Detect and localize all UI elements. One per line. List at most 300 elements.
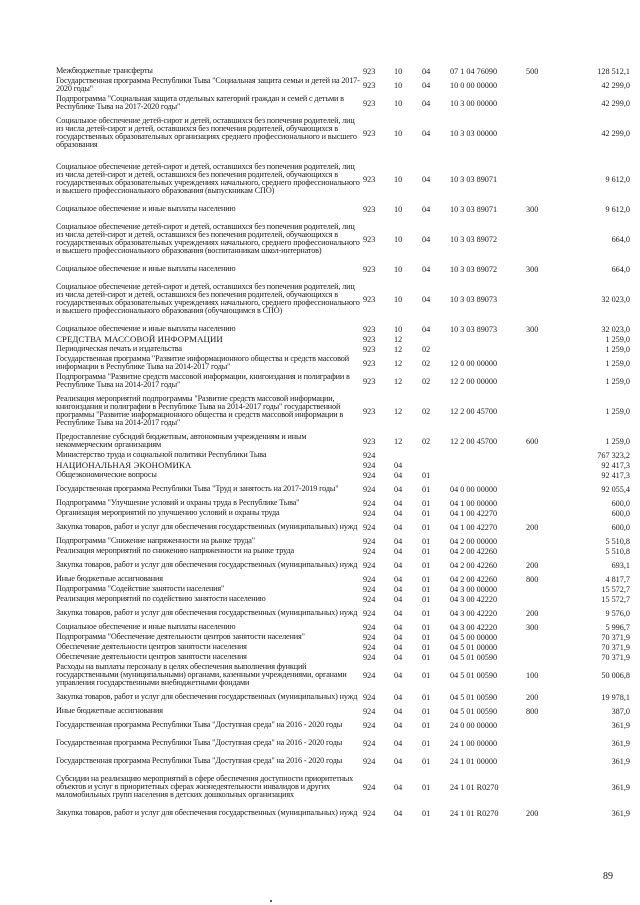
grbs-code: 923	[363, 344, 376, 354]
target-item-code: 04 1 00 00000	[450, 498, 498, 508]
section-code: 04	[394, 782, 403, 792]
grbs-code: 924	[363, 670, 376, 680]
row-name: Государственная программа Республики Тыва "Доступная среда" на 2016 - 2020 годы	[56, 737, 343, 747]
row-name: Субсидии на реализацию мероприятий в сфере обеспечения доступности приоритетных объектов и услуг в приоритетных сферах жизнедеятельности инвалидов и других маломобильных групп населения в детских дошкольных организациях	[56, 773, 354, 800]
target-item-code: 04 5 01 00590	[450, 652, 498, 662]
target-item-code: 04 2 00 42260	[450, 560, 498, 570]
amount: 693,1	[611, 560, 630, 570]
grbs-code: 924	[363, 782, 376, 792]
target-item-code: 24 1 00 00000	[450, 738, 498, 748]
row-name: Подпрограмма "Снижение напряженности на рынке труда"	[56, 535, 255, 545]
section-code: 04	[394, 756, 403, 766]
grbs-code: 923	[363, 98, 376, 108]
grbs-code: 924	[363, 508, 376, 518]
amount: 664,0	[611, 264, 630, 274]
subsection-code: 02	[422, 358, 431, 368]
grbs-code: 924	[363, 756, 376, 766]
target-item-code: 04 3 00 42220	[450, 622, 498, 632]
row-name: Межбюджетные трансферты	[56, 65, 153, 75]
row-name: Реализация мероприятий по снижению напряженности на рынке труда	[56, 545, 294, 555]
table-row	[56, 584, 630, 594]
table-row	[56, 594, 630, 604]
budget-table	[56, 66, 630, 822]
table-row	[56, 556, 630, 574]
row-name: Подпрограмма "Улучшение условий и охраны труда в Республике Тыва"	[56, 497, 300, 507]
subsection-code: 01	[422, 470, 431, 480]
grbs-code: 924	[363, 808, 376, 818]
grbs-code: 923	[363, 66, 376, 76]
section-code: 10	[394, 80, 403, 90]
target-item-code: 12 2 00 45700	[450, 406, 498, 416]
row-name: Обеспечение деятельности центров занятости населения	[56, 651, 247, 661]
subsection-code: 04	[422, 294, 431, 304]
subsection-code: 01	[422, 546, 431, 556]
target-item-code: 04 3 00 42220	[450, 608, 498, 618]
subsection-code: 01	[422, 756, 431, 766]
expense-type-code: 300	[526, 622, 539, 632]
amount: 600,0	[611, 498, 630, 508]
grbs-code: 923	[363, 128, 376, 138]
subsection-code: 04	[422, 128, 431, 138]
section-code: 04	[394, 508, 403, 518]
target-item-code: 24 1 01 R0270	[450, 782, 499, 792]
row-name: Закупка товаров, работ и услуг для обеспечения государственных (муниципальных) нужд	[56, 607, 358, 617]
section-code: 04	[394, 560, 403, 570]
expense-type-code: 200	[526, 560, 539, 570]
target-item-code: 04 1 00 42270	[450, 508, 498, 518]
row-name: Подпрограмма "Развитие средств массовой информации, книгоиздания и полиграфии в Республике Тыва на 2014-2017 годы"	[56, 371, 350, 389]
section-code: 04	[394, 574, 403, 584]
amount: 50 006,8	[601, 670, 630, 680]
row-name: Реализация мероприятий по содействию занятости населению	[56, 593, 266, 603]
section-code: 04	[394, 632, 403, 642]
section-code: 04	[394, 536, 403, 546]
row-name: Социальное обеспечение детей-сирот и детей, оставшихся без попечения родителей, лиц из числа детей-сирот и детей, оставшихся без попечения родителей, обучающихся в государственных образовательных организациях среднего профессионального и высшего образования	[56, 115, 357, 150]
table-row	[56, 66, 630, 76]
subsection-code: 04	[422, 80, 431, 90]
expense-type-code: 500	[526, 66, 539, 76]
target-item-code: 10 0 00 00000	[450, 80, 498, 90]
subsection-code: 02	[422, 406, 431, 416]
row-name: Социальное обеспечение детей-сирот и детей, оставшихся без попечения родителей, лиц из числа детей-сирот и детей, оставшихся без попечения родителей, обучающихся в государственных образовательных учреждениях начального, среднего профессионального и высшего профессионального образования (воспитанникам школ-интернатов)	[56, 221, 360, 256]
section-code: 10	[394, 66, 403, 76]
page-number: 89	[603, 871, 613, 882]
amount: 600,0	[611, 522, 630, 532]
row-name: НАЦИОНАЛЬНАЯ ЭКОНОМИКА	[56, 459, 192, 470]
grbs-code: 923	[363, 436, 376, 446]
row-name: Социальное обеспечение и иные выплаты населению	[56, 621, 236, 631]
target-item-code: 10 3 03 89072	[450, 234, 498, 244]
expense-type-code: 200	[526, 808, 539, 818]
amount: 5 510,8	[605, 546, 630, 556]
amount: 664,0	[611, 234, 630, 244]
amount: 70 371,9	[601, 642, 630, 652]
table-row	[56, 76, 630, 94]
expense-type-code: 300	[526, 264, 539, 274]
section-code: 12	[394, 334, 403, 344]
row-name: Социальное обеспечение и иные выплаты населению	[56, 323, 236, 333]
target-item-code: 04 5 00 00000	[450, 632, 498, 642]
subsection-code: 01	[422, 670, 431, 680]
amount: 9 612,0	[605, 174, 630, 184]
amount: 92 417,3	[601, 470, 630, 480]
section-code: 10	[394, 294, 403, 304]
target-item-code: 10 3 00 00000	[450, 98, 498, 108]
target-item-code: 04 5 01 00590	[450, 692, 498, 702]
table-row	[56, 770, 630, 804]
amount: 361,9	[611, 782, 630, 792]
subsection-code: 04	[422, 234, 431, 244]
table-row	[56, 662, 630, 688]
section-code: 10	[394, 234, 403, 244]
target-item-code: 10 3 03 89071	[450, 174, 498, 184]
target-item-code: 04 2 00 42260	[450, 574, 498, 584]
amount: 1 259,0	[605, 358, 630, 368]
subsection-code: 01	[422, 508, 431, 518]
target-item-code: 04 2 00 42260	[450, 546, 498, 556]
target-item-code: 10 3 03 89073	[450, 324, 498, 334]
grbs-code: 923	[363, 294, 376, 304]
section-code: 12	[394, 358, 403, 368]
target-item-code: 04 3 00 42220	[450, 594, 498, 604]
subsection-code: 04	[422, 174, 431, 184]
amount: 92 055,4	[601, 484, 630, 494]
subsection-code: 01	[422, 522, 431, 532]
table-row	[56, 518, 630, 536]
section-code: 04	[394, 670, 403, 680]
section-code: 10	[394, 98, 403, 108]
grbs-code: 924	[363, 594, 376, 604]
grbs-code: 924	[363, 522, 376, 532]
grbs-code: 924	[363, 574, 376, 584]
row-name: Предоставление субсидий бюджетным, автономным учреждениям и иным некоммерческим организациям	[56, 431, 307, 449]
grbs-code: 924	[363, 546, 376, 556]
amount: 1 259,0	[605, 436, 630, 446]
row-name: Подпрограмма "Обеспечение деятельности центров занятости населения"	[56, 631, 305, 641]
section-code: 04	[394, 738, 403, 748]
target-item-code: 10 3 03 89071	[450, 204, 498, 214]
target-item-code: 04 2 00 00000	[450, 536, 498, 546]
section-code: 10	[394, 204, 403, 214]
table-row	[56, 632, 630, 642]
table-row	[56, 734, 630, 752]
grbs-code: 924	[363, 536, 376, 546]
subsection-code: 01	[422, 720, 431, 730]
amount: 387,0	[611, 706, 630, 716]
table-row	[56, 752, 630, 770]
grbs-code: 923	[363, 334, 376, 344]
row-name: Социальное обеспечение и иные выплаты населению	[56, 263, 236, 273]
row-name: Общеэкономические вопросы	[56, 469, 157, 479]
subsection-code: 01	[422, 608, 431, 618]
subsection-code: 01	[422, 706, 431, 716]
row-name: СРЕДСТВА МАССОВОЙ ИНФОРМАЦИИ	[56, 333, 223, 344]
subsection-code: 01	[422, 594, 431, 604]
subsection-code: 04	[422, 264, 431, 274]
expense-type-code: 300	[526, 324, 539, 334]
subsection-code: 01	[422, 652, 431, 662]
grbs-code: 923	[363, 358, 376, 368]
subsection-code: 01	[422, 584, 431, 594]
subsection-code: 04	[422, 98, 431, 108]
amount: 70 371,9	[601, 632, 630, 642]
section-code: 04	[394, 720, 403, 730]
amount: 9 612,0	[605, 204, 630, 214]
row-name: Иные бюджетные ассигнования	[56, 573, 163, 583]
subsection-code: 01	[422, 808, 431, 818]
row-name: Организация мероприятий по улучшению условий и охраны труда	[56, 507, 280, 517]
section-code: 12	[394, 406, 403, 416]
subsection-code: 02	[422, 436, 431, 446]
amount: 4 817,7	[605, 574, 630, 584]
amount: 767 323,2	[597, 450, 630, 460]
amount: 70 371,9	[601, 652, 630, 662]
table-row	[56, 432, 630, 450]
grbs-code: 924	[363, 608, 376, 618]
scan-speck	[270, 900, 272, 902]
grbs-code: 924	[363, 498, 376, 508]
section-code: 04	[394, 460, 403, 470]
subsection-code: 01	[422, 574, 431, 584]
amount: 361,9	[611, 738, 630, 748]
grbs-code: 924	[363, 632, 376, 642]
expense-type-code: 200	[526, 522, 539, 532]
grbs-code: 924	[363, 720, 376, 730]
table-row	[56, 622, 630, 632]
expense-type-code: 800	[526, 706, 539, 716]
amount: 32 023,0	[601, 294, 630, 304]
table-row	[56, 706, 630, 716]
expense-type-code: 100	[526, 670, 539, 680]
subsection-code: 04	[422, 324, 431, 334]
grbs-code: 923	[363, 264, 376, 274]
row-name: Закупка товаров, работ и услуг для обеспечения государственных (муниципальных) нужд	[56, 559, 358, 569]
expense-type-code: 200	[526, 608, 539, 618]
row-name: Государственная программа Республики Тыва "Доступная среда" на 2016 - 2020 годы	[56, 719, 343, 729]
section-code: 04	[394, 706, 403, 716]
table-row	[56, 536, 630, 546]
section-code: 04	[394, 608, 403, 618]
section-code: 04	[394, 652, 403, 662]
subsection-code: 04	[422, 204, 431, 214]
amount: 600,0	[611, 508, 630, 518]
subsection-code: 01	[422, 642, 431, 652]
table-row	[56, 344, 630, 354]
grbs-code: 924	[363, 460, 376, 470]
subsection-code: 01	[422, 782, 431, 792]
row-name: Подпрограмма "Содействие занятости населения"	[56, 583, 225, 593]
table-row	[56, 214, 630, 264]
row-name: Закупка товаров, работ и услуг для обеспечения государственных (муниципальных) нужд	[56, 807, 358, 817]
section-code: 10	[394, 324, 403, 334]
section-code: 10	[394, 128, 403, 138]
table-row	[56, 508, 630, 518]
amount: 361,9	[611, 756, 630, 766]
grbs-code: 923	[363, 324, 376, 334]
section-code: 12	[394, 344, 403, 354]
grbs-code: 924	[363, 484, 376, 494]
table-row	[56, 574, 630, 584]
table-row	[56, 334, 630, 344]
table-row	[56, 112, 630, 154]
expense-type-code: 600	[526, 436, 539, 446]
grbs-code: 924	[363, 450, 376, 460]
amount: 5 996,7	[605, 622, 630, 632]
grbs-code: 924	[363, 652, 376, 662]
row-name: Государственная программа "Развитие информационного общества и средств массовой информации в Республике Тыва на 2014-2017 годы"	[56, 353, 349, 371]
table-row	[56, 604, 630, 622]
subsection-code: 01	[422, 692, 431, 702]
amount: 361,9	[611, 808, 630, 818]
section-code: 04	[394, 522, 403, 532]
table-row	[56, 460, 630, 470]
row-name: Расходы на выплаты персоналу в целях обеспечения выполнения функций государственными (муниципальными) органами, казенными учреждениями, органами управления государственными внебюджетными фондами	[56, 661, 347, 688]
row-name: Социальное обеспечение и иные выплаты населению	[56, 203, 236, 213]
row-name: Периодическая печать и издательства	[56, 343, 182, 353]
amount: 9 576,0	[605, 608, 630, 618]
section-code: 04	[394, 692, 403, 702]
amount: 92 417,3	[601, 460, 630, 470]
target-item-code: 04 5 01 00000	[450, 642, 498, 652]
table-row	[56, 324, 630, 334]
grbs-code: 924	[363, 560, 376, 570]
subsection-code: 01	[422, 536, 431, 546]
target-item-code: 04 3 00 00000	[450, 584, 498, 594]
expense-type-code: 200	[526, 692, 539, 702]
target-item-code: 12 0 00 00000	[450, 358, 498, 368]
section-code: 12	[394, 436, 403, 446]
row-name: Закупка товаров, работ и услуг для обеспечения государственных (муниципальных) нужд	[56, 521, 358, 531]
grbs-code: 923	[363, 406, 376, 416]
amount: 1 259,0	[605, 406, 630, 416]
table-row	[56, 390, 630, 432]
grbs-code: 923	[363, 234, 376, 244]
table-row	[56, 642, 630, 652]
row-name: Социальное обеспечение детей-сирот и детей, оставшихся без попечения родителей, лиц из числа детей-сирот и детей, оставшихся без попечения родителей, обучающихся в государственных образовательных учреждениях начального, среднего профессионального и высшего профессионального образования (выпускникам СПО)	[56, 161, 360, 196]
grbs-code: 923	[363, 80, 376, 90]
grbs-code: 924	[363, 642, 376, 652]
amount: 128 512,1	[597, 66, 630, 76]
subsection-code: 01	[422, 484, 431, 494]
amount: 42 299,0	[601, 80, 630, 90]
amount: 19 978,1	[601, 692, 630, 702]
target-item-code: 10 3 03 89073	[450, 294, 498, 304]
target-item-code: 04 1 00 42270	[450, 522, 498, 532]
table-row	[56, 546, 630, 556]
table-row	[56, 204, 630, 214]
table-row	[56, 450, 630, 460]
subsection-code: 01	[422, 738, 431, 748]
subsection-code: 01	[422, 632, 431, 642]
subsection-code: 01	[422, 560, 431, 570]
section-code: 04	[394, 808, 403, 818]
table-row	[56, 274, 630, 324]
section-code: 04	[394, 484, 403, 494]
row-name: Обеспечение деятельности центров занятости населения	[56, 641, 247, 651]
amount: 42 299,0	[601, 98, 630, 108]
grbs-code: 924	[363, 706, 376, 716]
amount: 1 259,0	[605, 334, 630, 344]
section-code: 04	[394, 546, 403, 556]
grbs-code: 924	[363, 738, 376, 748]
subsection-code: 02	[422, 344, 431, 354]
section-code: 04	[394, 594, 403, 604]
row-name: Министерство труда и социальной политики Республики Тыва	[56, 449, 267, 459]
row-name: Государственная программа Республики Тыва "Труд и занятость на 2017-2019 годы"	[56, 483, 339, 493]
table-row	[56, 354, 630, 372]
amount: 32 023,0	[601, 324, 630, 334]
table-row	[56, 94, 630, 112]
row-name: Подпрограмма "Социальная защита отдельных категорий граждан и семей с детьми в Республике Тыва на 2017-2020 годы"	[56, 93, 344, 111]
row-name: Социальное обеспечение детей-сирот и детей, оставшихся без попечения родителей, лиц из числа детей-сирот и детей, оставшихся без попечения родителей, обучающихся в государственных образовательных учреждениях начального, среднего профессионального и высшего профессионального образования (обучающимся в СПО)	[56, 281, 360, 316]
target-item-code: 10 3 03 00000	[450, 128, 498, 138]
subsection-code: 02	[422, 376, 431, 386]
grbs-code: 924	[363, 622, 376, 632]
target-item-code: 12 2 00 00000	[450, 376, 498, 386]
row-name: Закупка товаров, работ и услуг для обеспечения государственных (муниципальных) нужд	[56, 691, 358, 701]
target-item-code: 04 5 01 00590	[450, 706, 498, 716]
amount: 1 259,0	[605, 376, 630, 386]
amount: 1 259,0	[605, 344, 630, 354]
table-row	[56, 716, 630, 734]
row-name: Реализация мероприятий подпрограммы "Развитие средств массовой информации, книгоиздания и полиграфии в Республике Тыва на 2014-2017 годы" государственной программы "Развитие информационного общества и средств массовой информации в Республике Тыва на 2014-2017 годы"	[56, 393, 344, 428]
section-code: 12	[394, 376, 403, 386]
table-row	[56, 372, 630, 390]
table-row	[56, 652, 630, 662]
target-item-code: 07 1 04 76090	[450, 66, 498, 76]
section-code: 04	[394, 498, 403, 508]
amount: 15 572,7	[601, 594, 630, 604]
section-code: 04	[394, 470, 403, 480]
section-code: 04	[394, 622, 403, 632]
target-item-code: 04 0 00 00000	[450, 484, 498, 494]
grbs-code: 923	[363, 174, 376, 184]
table-row	[56, 480, 630, 498]
grbs-code: 923	[363, 204, 376, 214]
subsection-code: 01	[422, 622, 431, 632]
amount: 361,9	[611, 720, 630, 730]
section-code: 04	[394, 642, 403, 652]
row-name: Государственная программа Республики Тыва "Социальная защита семьи и детей на 2017-2020 годы"	[56, 75, 360, 93]
target-item-code: 24 1 01 00000	[450, 756, 498, 766]
table-row	[56, 804, 630, 822]
grbs-code: 923	[363, 376, 376, 386]
table-row	[56, 264, 630, 274]
target-item-code: 04 5 01 00590	[450, 670, 498, 680]
subsection-code: 04	[422, 66, 431, 76]
table-row	[56, 470, 630, 480]
target-item-code: 10 3 03 89072	[450, 264, 498, 274]
grbs-code: 924	[363, 584, 376, 594]
section-code: 10	[394, 264, 403, 274]
table-row	[56, 688, 630, 706]
amount: 42 299,0	[601, 128, 630, 138]
grbs-code: 924	[363, 470, 376, 480]
expense-type-code: 800	[526, 574, 539, 584]
table-row	[56, 498, 630, 508]
row-name: Иные бюджетные ассигнования	[56, 705, 163, 715]
target-item-code: 12 2 00 45700	[450, 436, 498, 446]
table-row	[56, 154, 630, 204]
grbs-code: 924	[363, 692, 376, 702]
section-code: 04	[394, 584, 403, 594]
section-code: 10	[394, 174, 403, 184]
row-name: Государственная программа Республики Тыва "Доступная среда" на 2016 - 2020 годы	[56, 755, 343, 765]
target-item-code: 24 0 00 00000	[450, 720, 498, 730]
expense-type-code: 300	[526, 204, 539, 214]
target-item-code: 24 1 01 R0270	[450, 808, 499, 818]
amount: 5 510,8	[605, 536, 630, 546]
